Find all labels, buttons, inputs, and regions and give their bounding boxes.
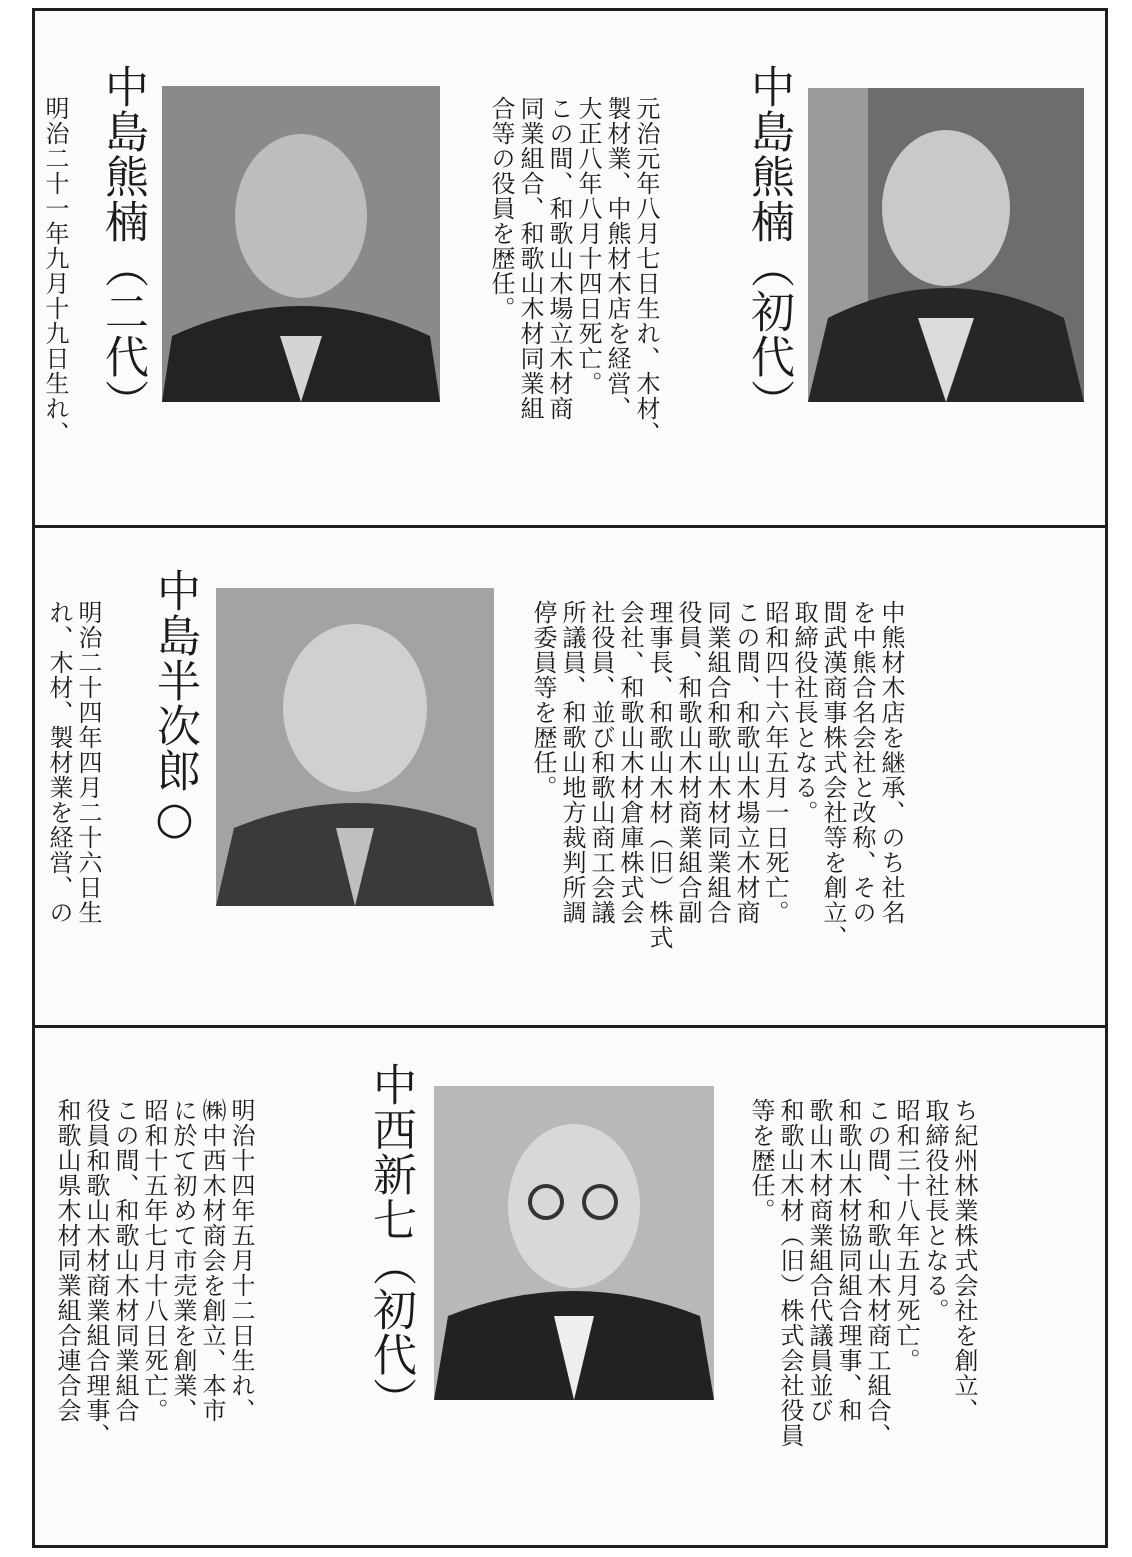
person-name-kumakusu-1: 中島熊楠（初代） (743, 64, 794, 424)
person-name-kumakusu-2: 中島熊楠（二代） (97, 64, 148, 424)
bio-line: に於て初めて市売業を創業、 (169, 1098, 197, 1423)
bio-line: 同業組合和歌山木材同業組合 (703, 600, 731, 925)
bio-line: この間、和歌山木材商工組合、 (863, 1098, 891, 1448)
bio-line: を中熊合名会社と改称、その (848, 600, 876, 925)
bio-line: 社役員、並び和歌山商工会議 (587, 600, 615, 925)
biography-kumakusu-2-cont (528, 600, 905, 950)
bio-line: この間、和歌山木場立木材商 (732, 600, 760, 925)
person-name-hanjiro: 中島半次郎○ (149, 568, 200, 845)
bio-line: 昭和十五年七月十八日死亡。 (140, 1098, 168, 1423)
portrait-photo-shinshichi (434, 1086, 714, 1400)
section-divider-1 (32, 525, 1108, 528)
bio-line: 大正八年八月十四日死亡。 (574, 96, 602, 396)
bio-line: れ、木材、製材業を経営、の (45, 600, 73, 925)
bio-line: 元治元年八月七日生れ、木材、 (632, 96, 660, 446)
biography-kumakusu-2-start (40, 96, 69, 446)
bio-line: 中熊材木店を継承、のち社名 (877, 600, 905, 925)
bio-line: 合等の役員を歴任。 (487, 96, 515, 321)
bio-line: 和歌山県木材同業組合連合会 (53, 1098, 81, 1423)
bio-line: ち紀州林業株式会社を創立、 (950, 1098, 978, 1423)
portrait-photo-hanjiro (216, 588, 494, 906)
bio-line: 明治二十一年九月十九日生れ、 (41, 96, 69, 446)
portrait-photo-kumakusu-2 (162, 86, 440, 402)
bio-line: 明治二十四年四月二十六日生 (74, 600, 102, 925)
person-name-shinshichi: 中西新七（初代） (365, 1062, 416, 1422)
bio-line: 役員和歌山木材商業組合理事、 (82, 1098, 110, 1448)
bio-line: ㈱中西木材商会を創立、本市 (198, 1098, 226, 1423)
bio-line: 会社、和歌山木材倉庫株式会 (616, 600, 644, 925)
biography-shinshichi (52, 1098, 255, 1448)
bio-line: 停委員等を歴任。 (529, 600, 557, 800)
bio-line: 明治十四年五月十二日生れ、 (227, 1098, 255, 1423)
bio-line: 等を歴任。 (747, 1098, 775, 1223)
section-divider-2 (32, 1025, 1108, 1028)
bio-line: 間武漢商事株式会社等を創立、 (819, 600, 847, 950)
biography-hanjiro-start (44, 600, 102, 925)
bio-line: 昭和三十八年五月死亡。 (892, 1098, 920, 1373)
biography-kumakusu-1 (486, 96, 660, 446)
bio-line: 昭和四十六年五月一日死亡。 (761, 600, 789, 925)
bio-line: 和歌山木材協同組合理事、和 (834, 1098, 862, 1423)
bio-line: 理事長、和歌山木材（旧）株式 (645, 600, 673, 950)
portrait-photo-kumakusu-1 (808, 88, 1084, 402)
bio-line: 同業組合、和歌山木材同業組 (516, 96, 544, 421)
bio-line: 製材業、中熊材木店を経営、 (603, 96, 631, 421)
bio-line: 歌山木材商業組合代議員並び (805, 1098, 833, 1423)
bio-line: 役員、和歌山木材商業組合副 (674, 600, 702, 925)
bio-line: この間、和歌山木材同業組合 (111, 1098, 139, 1423)
bio-line: 取締役社長となる。 (921, 1098, 949, 1323)
biography-hanjiro-cont (746, 1098, 978, 1448)
bio-line: この間、和歌山木場立木材商 (545, 96, 573, 421)
bio-line: 取締役社長となる。 (790, 600, 818, 825)
bio-line: 和歌山木材（旧）株式会社役員 (776, 1098, 804, 1448)
bio-line: 所議員、和歌山地方裁判所調 (558, 600, 586, 925)
